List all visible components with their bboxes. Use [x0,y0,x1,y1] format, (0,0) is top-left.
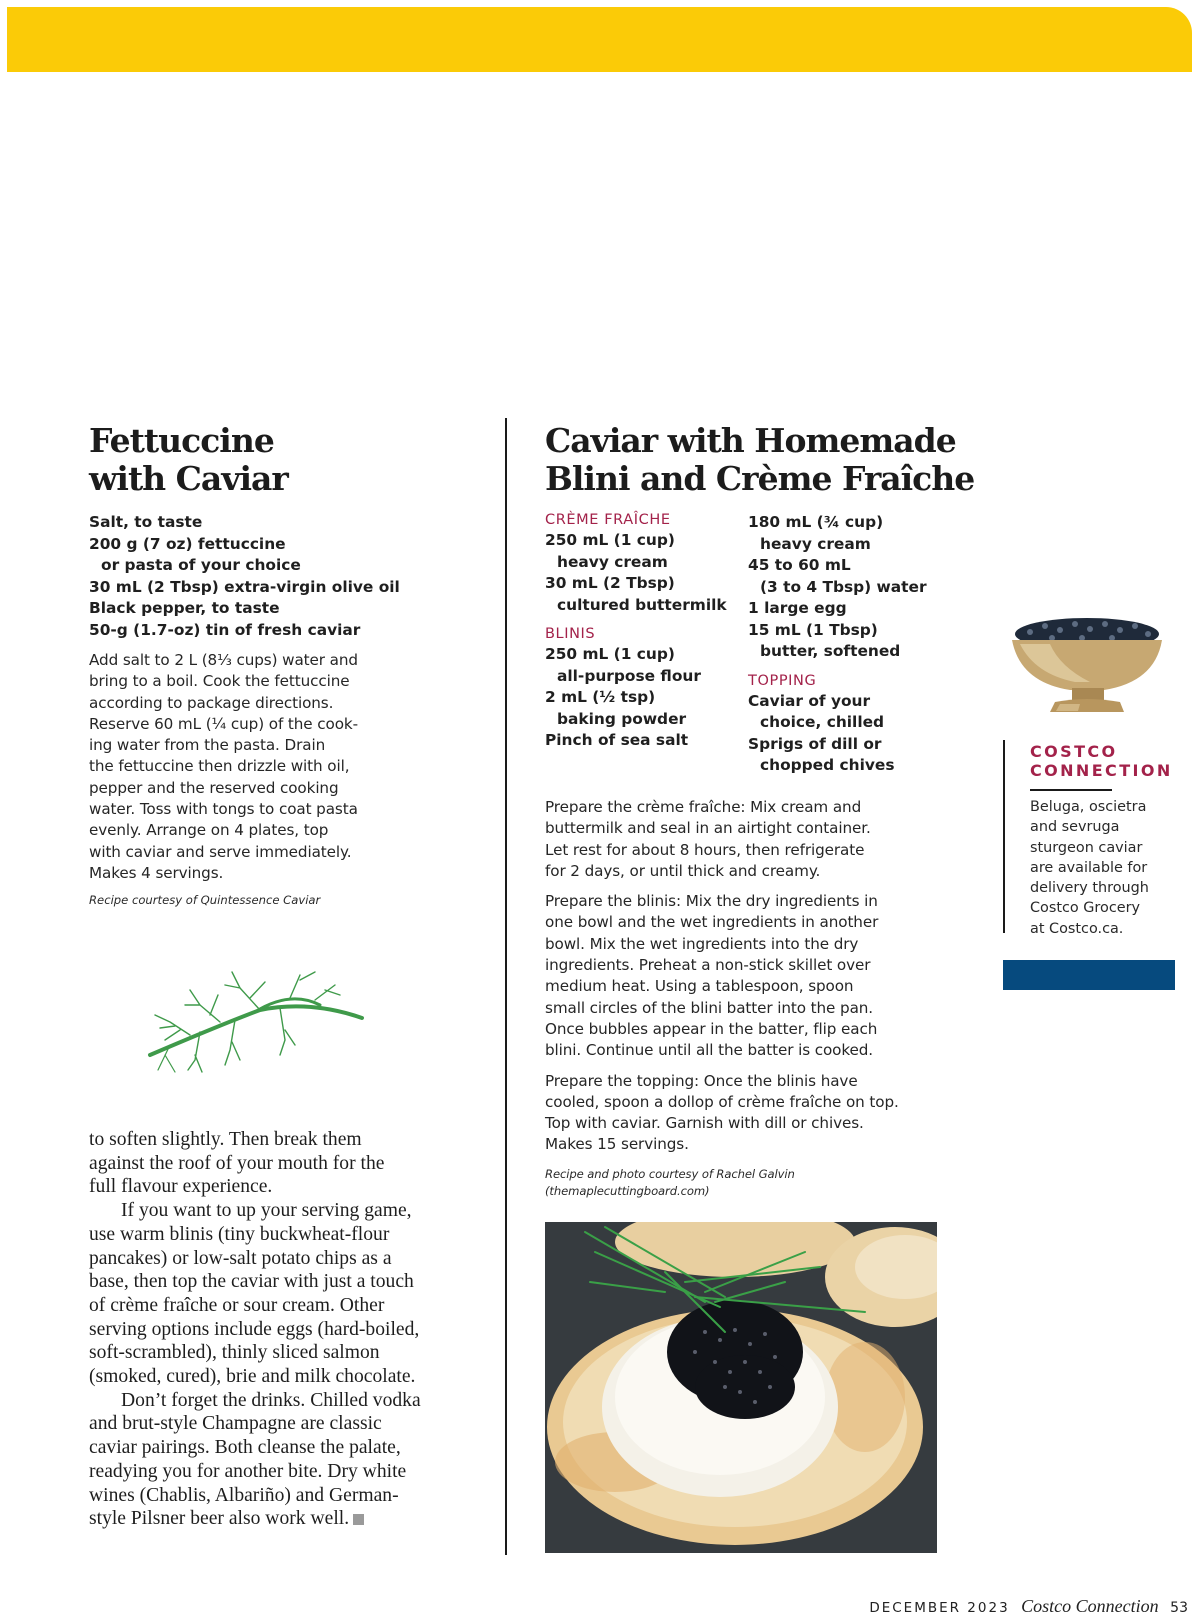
recipe-title-line1: Fettuccine [89,421,274,460]
ingredient-item [748,598,948,620]
credit-line: (themaplecuttingboard.com) [545,1183,710,1198]
direction-line: medium heat. Using a tablespoon, spoon [545,977,854,996]
ingredient-text: Pinch of sea salt [545,731,689,749]
direction-line: bring to a boil. Cook the fettuccine [89,672,350,691]
ingredient-item [89,534,489,577]
issue-date: DECEMBER 2023 [869,1600,1010,1616]
article-line: caviar pairings. Both cleanse the palate, [89,1437,401,1459]
sidebar-vertical-rule [1003,740,1005,933]
sidebar-title-line2: CONNECTION [1030,761,1173,780]
ingredient-text-cont: heavy cream [557,552,668,571]
direction-line: Prepare the topping: Once the blinis have [545,1071,858,1090]
direction-line: with caviar and serve immediately. [89,842,352,861]
ingredient-text-cont: chopped chives [760,756,895,774]
ingredient-text: Caviar of your [748,691,871,710]
ingredient-text: 15 mL (1 Tbsp) [748,620,878,639]
direction-line: one bowl and the wet ingredients in another [545,913,879,932]
ingredient-text-cont: (3 to 4 Tbsp) water [760,577,927,596]
ingredient-list [89,512,489,641]
ingredient-text-cont: baking powder [557,709,687,728]
sidebar-line: sturgeon caviar [1030,839,1143,856]
blini-caviar-photo [545,1222,937,1553]
sidebar-title-line1: COSTCO [1030,742,1118,761]
caviar-bowl-illustration [1000,612,1175,717]
end-of-article-square-icon [353,1514,364,1525]
direction-line: for 2 days, or until thick and creamy. [545,861,821,880]
direction-line: bowl. Mix the wet ingredients into the dry [545,934,859,953]
direction-step [545,797,945,882]
section-heading-creme-fraiche: CRÈME FRAÎCHE [545,512,671,528]
ingredient-text: 50-g (1.7-oz) tin of fresh caviar [89,620,361,639]
ingredient-text: Salt, to taste [89,513,203,531]
recipe-title-line2: with Caviar [89,459,288,498]
sidebar-title [1030,742,1190,780]
recipe-title [545,422,975,498]
article-line: full flavour experience. [89,1176,273,1198]
direction-line: evenly. Arrange on 4 plates, top [89,821,329,840]
direction-step [545,1071,945,1156]
ingredient-text: Black pepper, to taste [89,599,280,617]
ingredient-text: 30 mL (2 Tbsp) extra-virgin olive oil [89,577,400,596]
direction-line: according to package directions. [89,693,334,712]
article-line: serving options include eggs (hard-boiled, [89,1318,420,1340]
direction-line: Add salt to 2 L (8⅓ cups) water and [89,651,358,669]
article-paragraph [89,1389,489,1531]
sidebar-line: Beluga, oscietra [1030,799,1147,815]
sidebar-line: are available for [1030,859,1148,876]
recipe-title-line2: Blini and Crème Fraîche [545,459,975,498]
article-body [89,1128,489,1531]
direction-line: the fettuccine then drizzle with oil, [89,757,350,776]
ingredient-item [89,598,489,620]
ingredient-text: 2 mL (½ tsp) [545,688,656,706]
ingredient-text: 200 g (7 oz) fettuccine [89,534,286,553]
recipe-credit: Recipe courtesy of Quintessence Caviar [89,893,321,908]
direction-line: ing water from the pasta. Drain [89,736,326,755]
magazine-name: Costco Connection [1021,1596,1159,1616]
article-paragraph [89,1199,489,1389]
article-line: Don’t forget the drinks. Chilled vodka [121,1389,421,1411]
ingredient-item [89,577,489,599]
recipe-directions [545,797,945,1200]
direction-line: blini. Continue until all the batter is cooked. [545,1041,874,1060]
header-color-bar [7,7,1192,72]
ingredient-text-cont: or pasta of your choice [101,556,301,574]
direction-line: cooled, spoon a dollop of crème fraîche on top. [545,1092,899,1111]
ingredient-text-cont: cultured buttermilk [557,595,727,614]
page-footer [869,1596,1188,1617]
ingredient-text: 250 mL (1 cup) [545,531,675,549]
page-number: 53 [1170,1600,1188,1616]
article-line: base, then top the caviar with just a touch [89,1271,414,1293]
recipe-fettuccine [89,422,489,909]
dill-sprig-illustration [140,960,370,1080]
direction-line: Reserve 60 mL (¼ cup) of the cook- [89,714,358,733]
ingredient-item [545,573,745,616]
direction-line: Prepare the crème fraîche: Mix cream and [545,798,862,816]
ingredient-item [748,555,948,598]
article-line: use warm blinis (tiny buckwheat-flour [89,1223,390,1245]
column-divider [505,418,507,1555]
direction-line: pepper and the reserved cooking [89,778,339,797]
sidebar-blue-block [1003,960,1175,990]
ingredient-item [748,734,948,777]
article-line: If you want to up your serving game, [121,1200,412,1222]
direction-line: ingredients. Preheat a non-stick skillet over [545,956,871,975]
ingredient-item [748,512,948,555]
ingredients-column-1 [545,510,745,752]
ingredient-text-cont: all-purpose flour [557,666,701,685]
ingredient-text-cont: butter, softened [760,642,901,660]
ingredient-text: 45 to 60 mL [748,556,851,574]
ingredients-column-2 [748,512,948,777]
ingredient-text: 250 mL (1 cup) [545,645,675,663]
ingredient-text: 180 mL (¾ cup) [748,513,884,531]
ingredient-text-cont: choice, chilled [760,713,885,731]
article-line: against the roof of your mouth for the [89,1152,385,1174]
sidebar-title-underline [1030,789,1112,791]
recipe-directions [89,650,489,884]
ingredient-text: 30 mL (2 Tbsp) [545,574,675,592]
direction-line: Makes 4 servings. [89,863,224,882]
ingredient-item [545,730,745,752]
ingredient-item [89,512,489,534]
credit-line: Recipe and photo courtesy of Rachel Galvin [545,1166,795,1181]
recipe-caviar-blini [545,422,975,498]
article-line: style Pilsner beer also work well. [89,1508,350,1530]
ingredient-item [545,644,745,687]
article-line: wines (Chablis, Albariño) and German- [89,1484,399,1506]
ingredient-text-cont: heavy cream [760,534,871,553]
ingredient-text: Sprigs of dill or [748,734,882,753]
article-line: pancakes) or low-salt potato chips as a [89,1247,392,1269]
ingredient-item [545,530,745,573]
article-line: to soften slightly. Then break them [89,1129,362,1150]
recipe-credit [545,1166,945,1200]
section-heading-blinis: BLINIS [545,626,596,642]
article-line: of crème fraîche or sour cream. Other [89,1294,385,1316]
recipe-title [89,422,489,498]
direction-line: Once bubbles appear in the batter, flip each [545,1019,878,1038]
sidebar-line: Costco Grocery [1030,900,1141,917]
recipe-title-line1: Caviar with Homemade [545,421,956,460]
sidebar-line: and sevruga [1030,819,1120,836]
article-line: readying you for another bite. Dry white [89,1460,407,1482]
direction-line: Prepare the blinis: Mix the dry ingredients in [545,892,878,911]
direction-line: buttermilk and seal in an airtight container. [545,819,871,838]
sidebar-body [1030,797,1190,939]
sidebar-line: delivery through [1030,880,1149,897]
section-heading-topping: TOPPING [748,672,817,689]
direction-line: small circles of the blini batter into the pan. [545,998,874,1017]
direction-line: Top with caviar. Garnish with dill or chives. [545,1114,864,1133]
direction-line: Let rest for about 8 hours, then refrigerate [545,840,865,859]
ingredient-text: 1 large egg [748,599,847,617]
article-line: soft-scrambled), thinly sliced salmon [89,1342,380,1364]
costco-connection-sidebar [1030,742,1190,939]
article-paragraph [89,1128,489,1199]
direction-line: water. Toss with tongs to coat pasta [89,800,358,819]
article-line: and brut-style Champagne are classic [89,1413,382,1435]
ingredient-item [748,691,948,734]
ingredient-item [545,687,745,730]
ingredient-item [748,620,948,663]
ingredient-item [89,620,489,642]
sidebar-line: at Costco.ca. [1030,920,1124,937]
direction-step [545,891,945,1061]
direction-line: Makes 15 servings. [545,1135,689,1154]
article-line: (smoked, cured), brie and milk chocolate. [89,1366,416,1388]
